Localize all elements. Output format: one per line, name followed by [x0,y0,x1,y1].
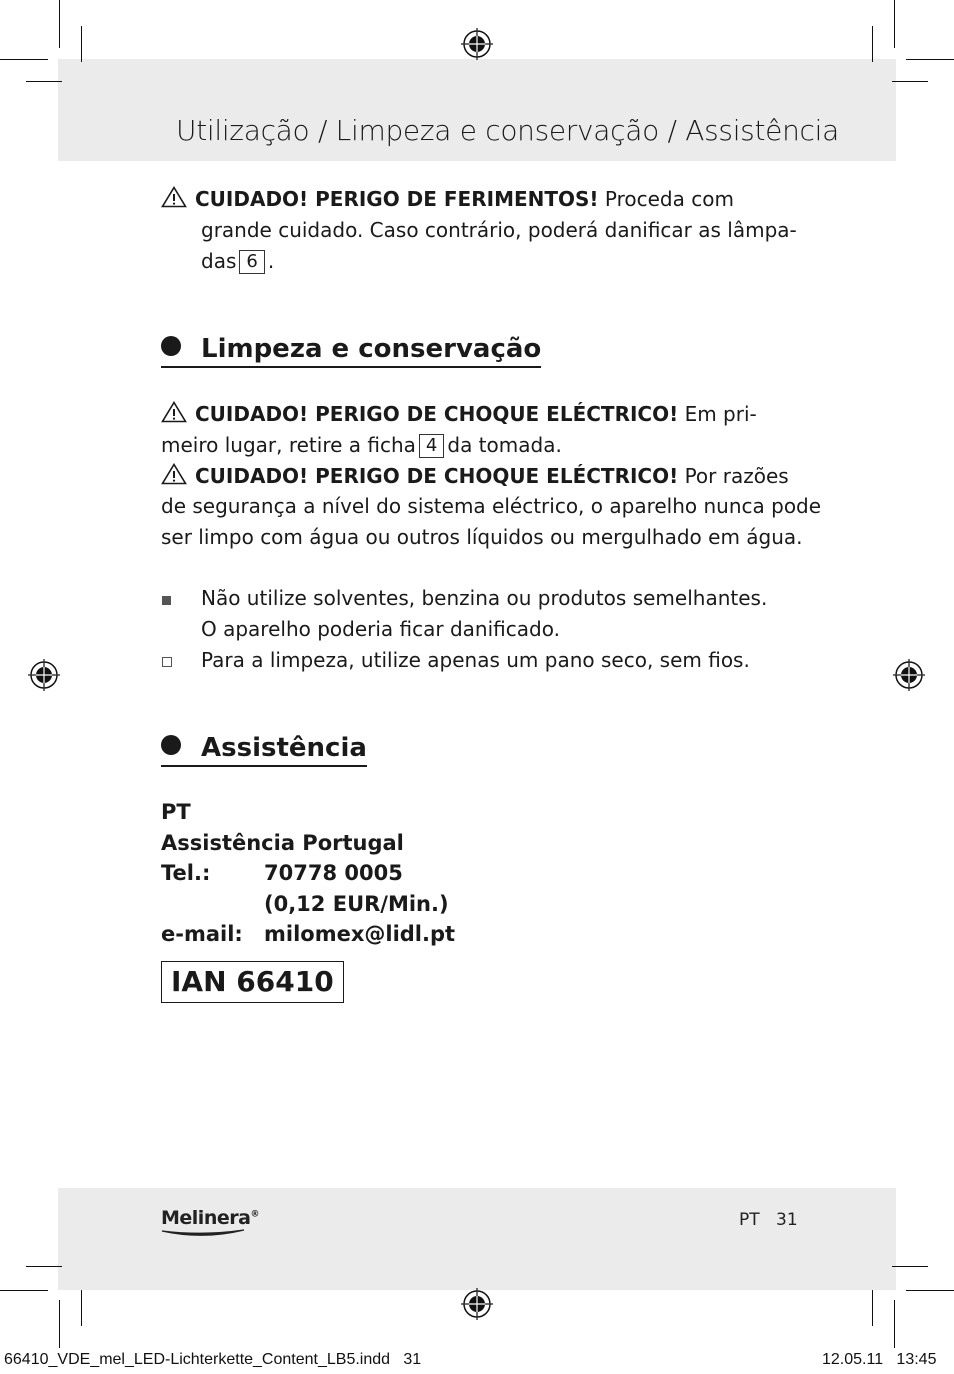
warning-triangle-icon [161,186,187,208]
part-reference: 6 [239,250,264,274]
cleaning-warning-1: CUIDADO! PERIGO DE CHOQUE ELÉCTRICO! Em pri- [161,399,757,430]
page-number: 31 [776,1210,798,1230]
brand-logo: Melinera® [161,1207,259,1229]
section-heading-cleaning: Limpeza e conservação [161,334,541,368]
intro-warning-line2: grande cuidado. Caso contrário, poderá danificar as lâmpa- [201,218,797,242]
registration-mark-icon [461,28,493,60]
ian-number: IAN 66410 [161,961,344,1003]
contact-email-label: e-mail: [161,922,243,946]
contact-country: PT [161,800,191,824]
cleaning-warning-1-line2: meiro lugar, retire a ficha 4 da tomada. [161,433,562,457]
intro-warning [161,184,734,215]
contact-tel-value: 70778 0005 [264,861,403,885]
contact-email-value: milomex@lidl.pt [264,922,456,946]
slug-datetime: 12.05.11 13:45 [822,1351,937,1368]
cleaning-warning-2-line3: ser limpo com água ou outros líquidos ou mergulhado em água. [161,525,803,549]
intro-warning-line3: das 6 . [201,249,275,273]
warning-text: Proceda com [604,187,734,211]
cleaning-warning-2-line2: de segurança a nível do sistema eléctrico, o aparelho nunca pode [161,494,822,518]
bullet-dot-icon [161,336,181,356]
list-item-continuation: O aparelho poderia ficar danificado. [201,617,560,641]
section-heading-assistance: Assistência [161,733,367,767]
bullet-square-icon [162,596,171,605]
cleaning-warning-2: CUIDADO! PERIGO DE CHOQUE ELÉCTRICO! Por razões [161,461,789,492]
list-item: Não utilize solventes, benzina ou produtos semelhantes. [201,586,768,610]
bullet-square-icon [162,657,172,667]
slug-filename: 66410_VDE_mel_LED-Lichterkette_Content_LB5.indd 31 [4,1351,422,1368]
footer-band [58,1188,896,1290]
warning-triangle-icon [161,463,187,485]
brand-swoosh-icon [161,1228,245,1238]
warning-triangle-icon [161,401,187,423]
contact-tel-label: Tel.: [161,861,211,885]
part-reference: 4 [419,434,444,458]
registration-mark-icon [893,659,925,691]
registration-mark-icon [461,1288,493,1320]
list-item: Para a limpeza, utilize apenas um pano seco, sem fios. [201,648,750,672]
page-language: PT [739,1210,760,1230]
contact-tel-rate: (0,12 EUR/Min.) [264,892,449,916]
page-title: Utilização / Limpeza e conservação / Assistência [176,114,839,147]
contact-name: Assistência Portugal [161,831,404,855]
warning-label: CUIDADO! PERIGO DE FERIMENTOS! [195,187,599,211]
bullet-dot-icon [161,735,181,755]
registration-mark-icon [28,659,60,691]
